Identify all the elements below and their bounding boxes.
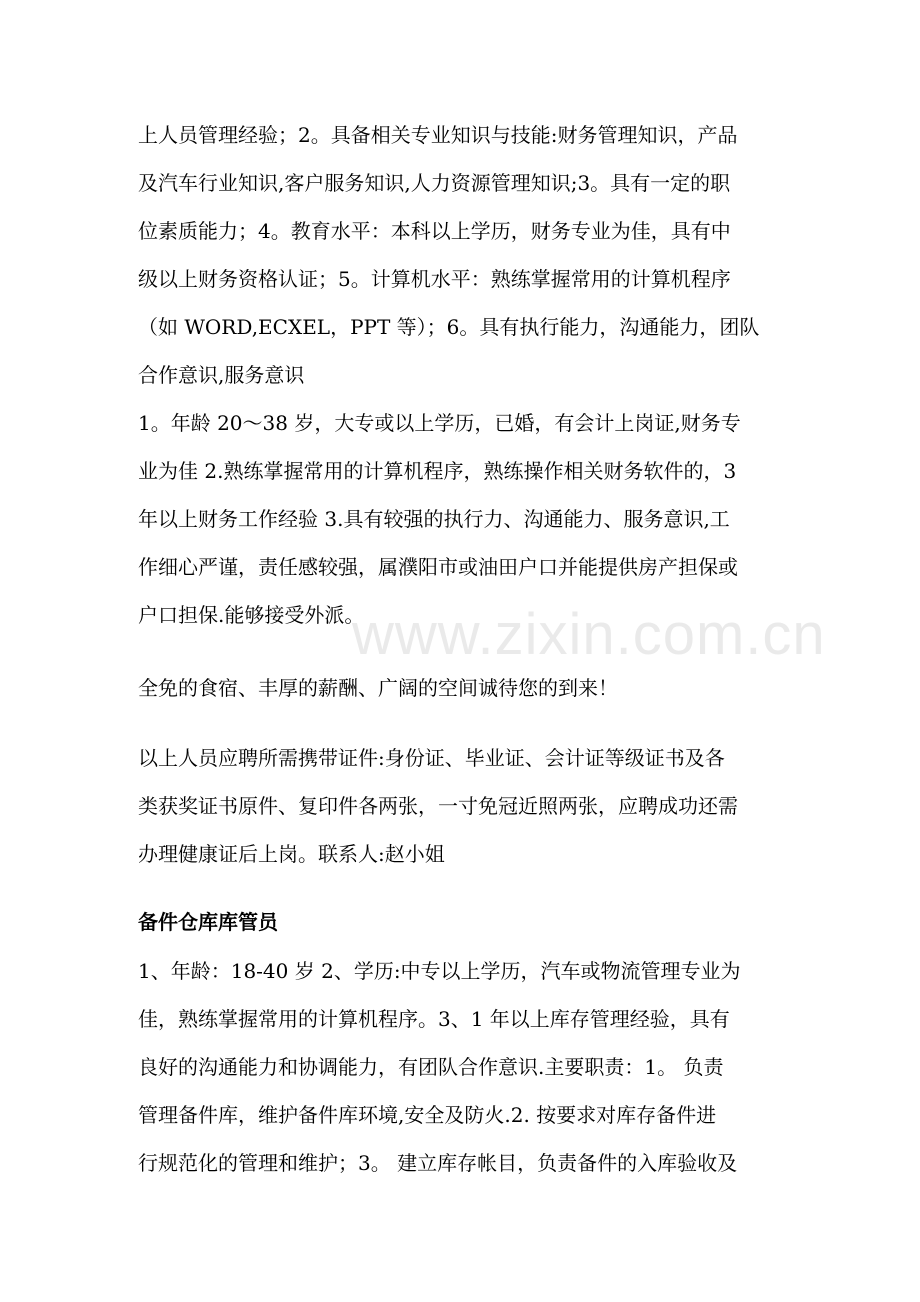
- text-line: 业为佳 2.熟练掌握常用的计算机程序，熟练操作相关财务软件的，3: [138, 459, 737, 483]
- text-line: 位素质能力；4。教育水平：本科以上学历，财务专业为佳，具有中: [138, 219, 731, 243]
- watermark: www.zixin.com.cn: [352, 602, 826, 667]
- text-line: 1、年龄：18-40 岁 2、学历:中专以上学历，汽车或物流管理专业为: [138, 959, 741, 983]
- text-line: 年以上财务工作经验 3.具有较强的执行力、沟通能力、服务意识,工: [138, 507, 730, 531]
- text-line: 类获奖证书原件、复印件各两张，一寸免冠近照两张，应聘成功还需: [138, 794, 738, 818]
- text-line: 以上人员应聘所需携带证件:身份证、毕业证、会计证等级证书及各: [138, 746, 725, 770]
- text-line: 及汽车行业知识,客户服务知识,人力资源管理知识;3。具有一定的职: [138, 171, 731, 195]
- section-heading: 备件仓库库管员: [138, 910, 278, 934]
- text-line: 合作意识,服务意识: [138, 363, 305, 387]
- text-line: 佳，熟练掌握常用的计算机程序。3、1 年以上库存管理经验，具有: [138, 1007, 730, 1031]
- text-line: （如 WORD,ECXEL，PPT 等）；6。具有执行能力，沟通能力，团队: [138, 315, 760, 339]
- welcome-line: 全免的食宿、丰厚的薪酬、广阔的空间诚待您的到来！: [138, 676, 618, 700]
- text-line: 行规范化的管理和维护；3。 建立库存帐目，负责备件的入库验收及: [138, 1151, 738, 1175]
- text-line: 良好的沟通能力和协调能力，有团队合作意识.主要职责：1。 负责: [138, 1055, 724, 1079]
- text-line: 上人员管理经验；2。具备相关专业知识与技能:财务管理知识，产品: [138, 123, 738, 147]
- text-line: 办理健康证后上岗。联系人:赵小姐: [138, 842, 445, 866]
- text-line: 1。年龄 20～38 岁，大专或以上学历，已婚，有会计上岗证,财务专: [138, 411, 741, 435]
- text-line: 户口担保.能够接受外派。: [138, 603, 365, 627]
- text-line: 管理备件库，维护备件库环境,安全及防火.2. 按要求对库存备件进: [138, 1103, 717, 1127]
- text-line: 作细心严谨，责任感较强，属濮阳市或油田户口并能提供房产担保或: [138, 555, 738, 579]
- text-line: 级以上财务资格认证；5。计算机水平：熟练掌握常用的计算机程序: [138, 267, 731, 291]
